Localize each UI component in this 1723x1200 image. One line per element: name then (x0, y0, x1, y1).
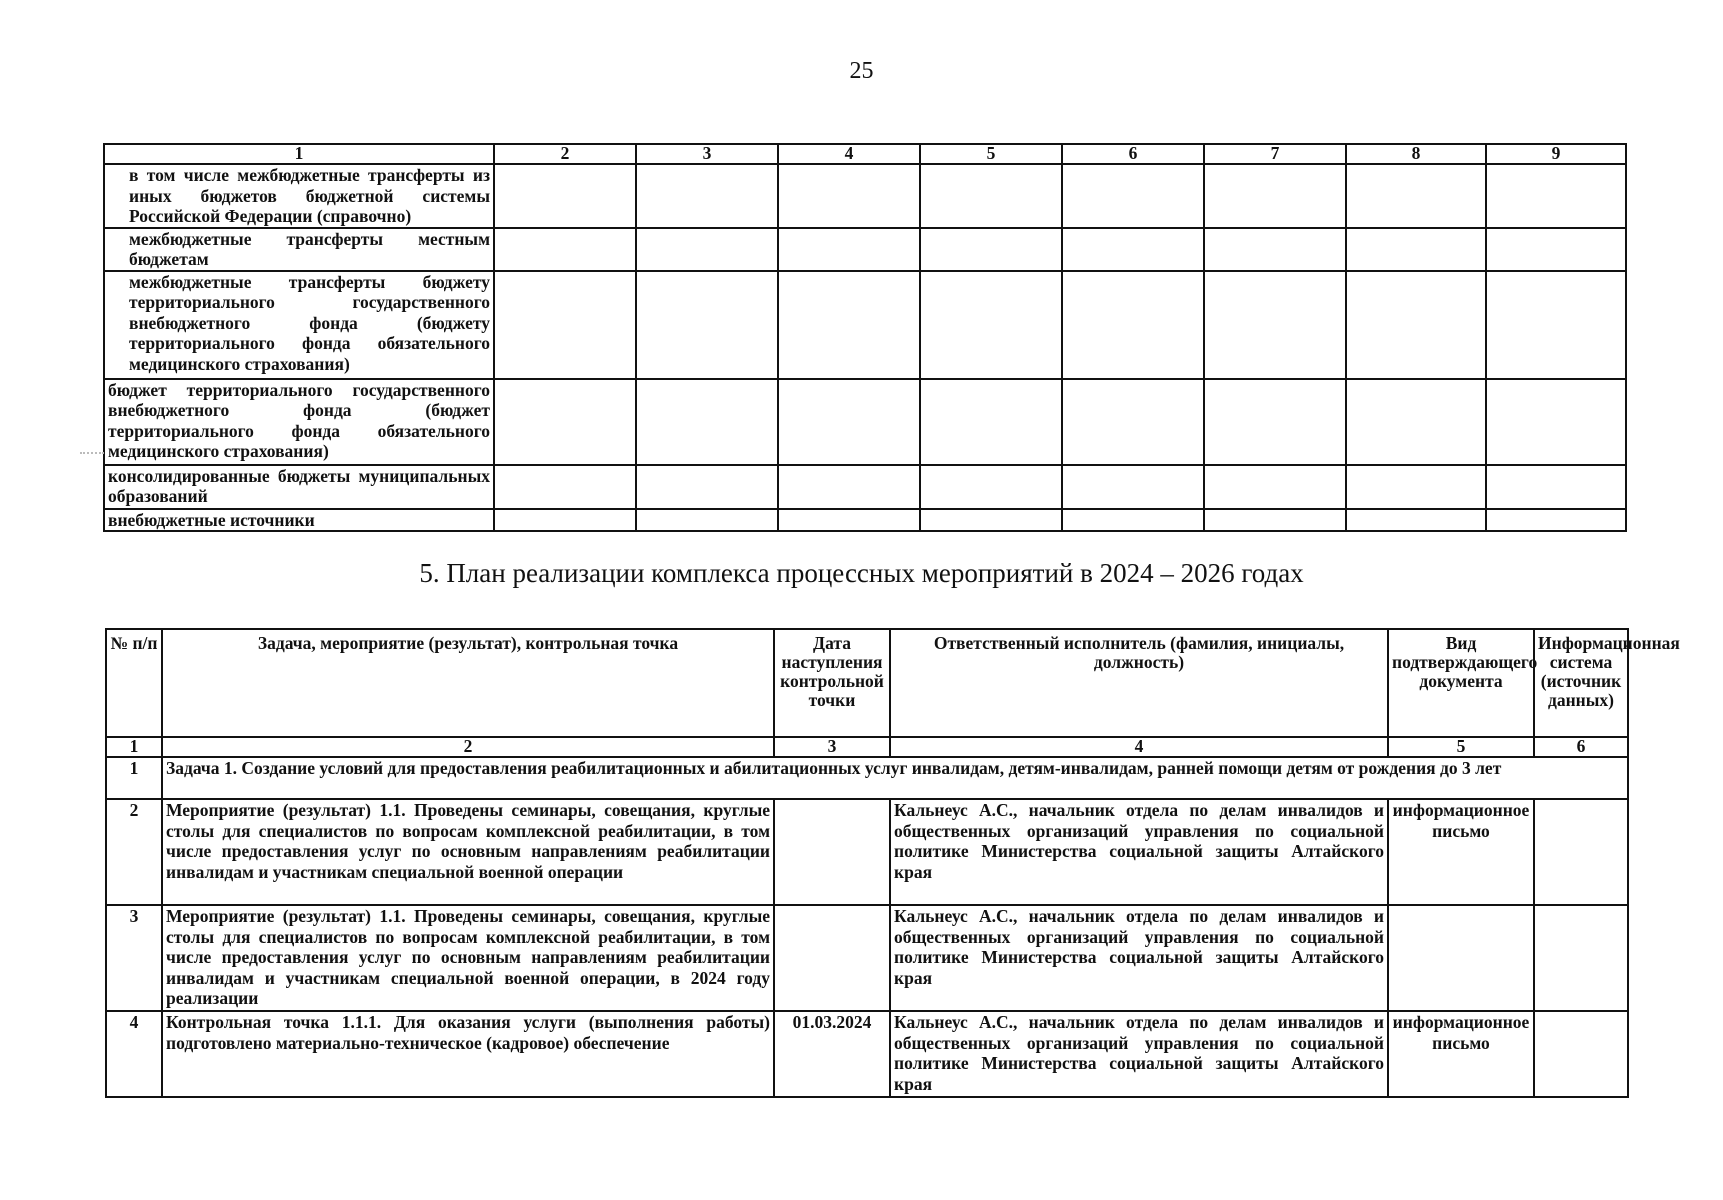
column-number-row (106, 737, 1628, 757)
task-text: Задача 1. Создание условий для предоставления реабилитационных и абилитационных услуг инвалидам, детям-инвалидам, ранней помощи детям от рождения до 3 лет (162, 757, 1628, 799)
row-number: 3 (106, 905, 162, 1011)
task-row (106, 757, 1628, 799)
column-header: Вид подтверждающего документа (1388, 629, 1534, 737)
row-label: межбюджетные трансферты бюджету территориального государственного внебюджетного фонда (бюджету территориального фонда обязательного медицинского страхования) (104, 271, 494, 379)
document-type: информационное письмо (1388, 1011, 1534, 1097)
column-number: 2 (494, 144, 636, 164)
checkpoint-date: 01.03.2024 (774, 1011, 890, 1097)
table-row (104, 228, 1626, 271)
row-number: 4 (106, 1011, 162, 1097)
column-number: 1 (106, 737, 162, 757)
row-number: 2 (106, 799, 162, 905)
column-number: 3 (774, 737, 890, 757)
responsible-executor: Кальнеус А.С., начальник отдела по делам инвалидов и общественных организаций управления по социальной политике Министерства социальной защиты Алтайского края (890, 1011, 1388, 1097)
info-system (1534, 1011, 1628, 1097)
table-row (104, 379, 1626, 465)
column-number: 2 (162, 737, 774, 757)
table-row (106, 799, 1628, 905)
column-number: 6 (1062, 144, 1204, 164)
column-number: 1 (104, 144, 494, 164)
column-header: Дата наступления контрольной точки (774, 629, 890, 737)
table-row (104, 164, 1626, 228)
column-header: Ответственный исполнитель (фамилия, инициалы, должность) (890, 629, 1388, 737)
activity-text: Мероприятие (результат) 1.1. Проведены семинары, совещания, круглые столы для специалистов по вопросам комплексной реабилитации, в том числе предоставления услуг по основным направлениям реабилитации инвалидам и участникам специальной военной операции (162, 799, 774, 905)
column-number: 3 (636, 144, 778, 164)
responsible-executor: Кальнеус А.С., начальник отдела по делам инвалидов и общественных организаций управления по социальной политике Министерства социальной защиты Алтайского края (890, 905, 1388, 1011)
column-number: 6 (1534, 737, 1628, 757)
row-label: бюджет территориального государственного внебюджетного фонда (бюджет территориального фонда обязательного медицинского страхования) (104, 379, 494, 465)
row-label: межбюджетные трансферты местным бюджетам (104, 228, 494, 271)
checkpoint-date (774, 905, 890, 1011)
column-header: № п/п (106, 629, 162, 737)
column-number: 4 (890, 737, 1388, 757)
row-label: внебюджетные источники (104, 509, 494, 532)
column-number: 4 (778, 144, 920, 164)
table-header-row (106, 629, 1628, 737)
funding-table (103, 143, 1627, 532)
checkpoint-date (774, 799, 890, 905)
plan-table (105, 628, 1680, 1098)
activity-text: Мероприятие (результат) 1.1. Проведены семинары, совещания, круглые столы для специалистов по вопросам комплексной реабилитации, в том числе предоставления услуг по основным направлениям реабилитации инвалидам и участникам специальной военной операции, в 2024 году реализации (162, 905, 774, 1011)
column-number: 9 (1486, 144, 1626, 164)
info-system (1534, 905, 1628, 1011)
column-header: Задача, мероприятие (результат), контрольная точка (162, 629, 774, 737)
section-title: 5. План реализации комплекса процессных мероприятий в 2024 – 2026 годах (419, 558, 1304, 588)
table-header-row (104, 144, 1626, 164)
table-row (106, 1011, 1628, 1097)
row-number: 1 (106, 757, 162, 799)
table-row (104, 509, 1626, 532)
table-row (104, 271, 1626, 379)
document-type: информационное письмо (1388, 799, 1534, 905)
row-label: консолидированные бюджеты муниципальных образований (104, 465, 494, 509)
document-type (1388, 905, 1534, 1011)
column-header: Информационная система (источник данных) (1534, 629, 1628, 737)
column-number: 5 (920, 144, 1062, 164)
table-row (106, 905, 1628, 1011)
row-label: в том числе межбюджетные трансферты из иных бюджетов бюджетной системы Российской Федерации (справочно) (104, 164, 494, 228)
column-number: 5 (1388, 737, 1534, 757)
scan-artifact (80, 452, 104, 457)
responsible-executor: Кальнеус А.С., начальник отдела по делам инвалидов и общественных организаций управления по социальной политике Министерства социальной защиты Алтайского края (890, 799, 1388, 905)
column-number: 7 (1204, 144, 1346, 164)
table-row (104, 465, 1626, 509)
activity-text: Контрольная точка 1.1.1. Для оказания услуги (выполнения работы) подготовлено материально-техническое (кадровое) обеспечение (162, 1011, 774, 1097)
info-system (1534, 799, 1628, 905)
page-number: 25 (849, 58, 874, 84)
column-number: 8 (1346, 144, 1486, 164)
